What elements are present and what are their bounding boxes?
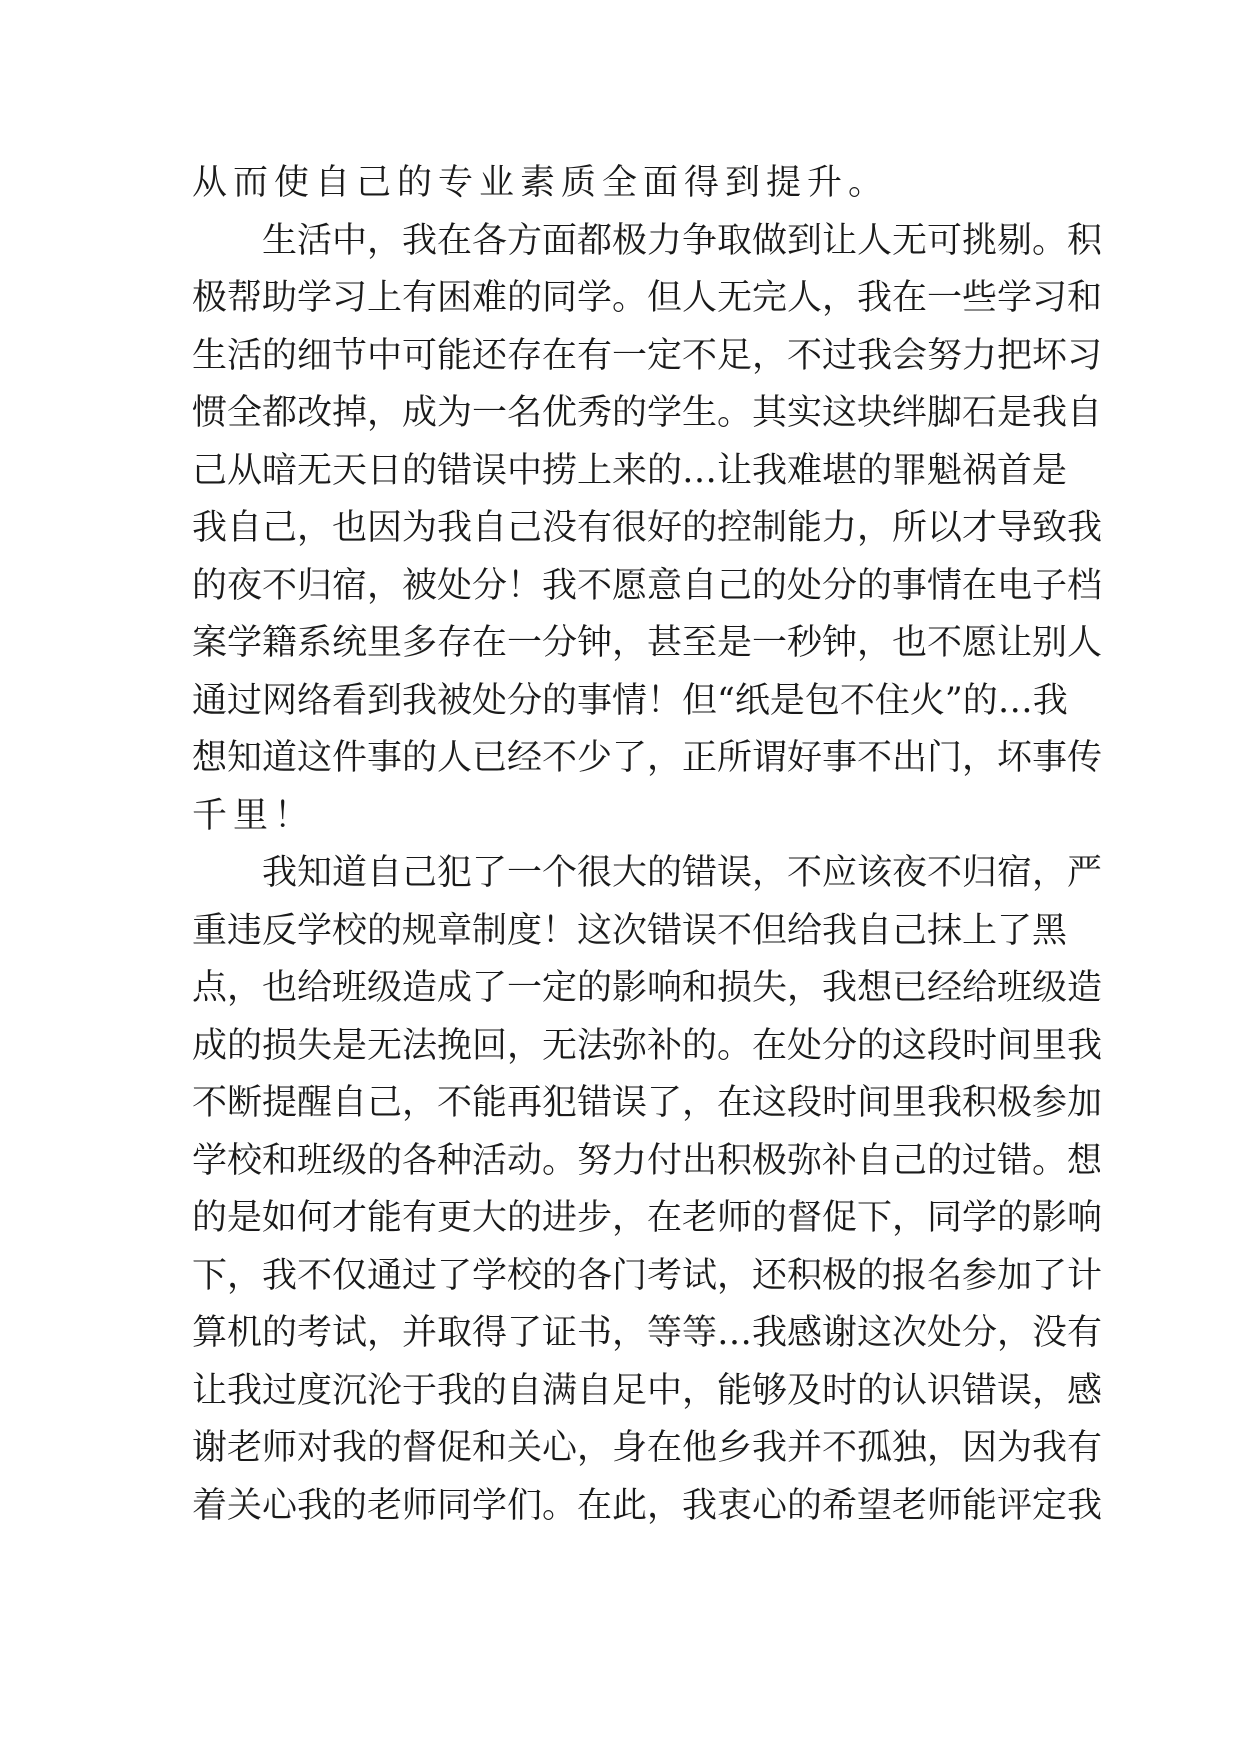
body-text [192,155,1103,1535]
text-line: 想知道这件事的人已经不少了，正所谓好事不出门，坏事传 [192,738,1103,778]
text-line: 不断提醒自己，不能再犯错误了，在这段时间里我积极参加 [192,1083,1103,1123]
text-line: 通过网络看到我被处分的事情！但“纸是包不住火”的…我 [192,680,1068,721]
text-line: 极帮助学习上有困难的同学。但人无完人，我在一些学习和 [192,278,1103,318]
text-line: 让我过度沉沦于我的自满自足中，能够及时的认识错误，感 [192,1370,1103,1411]
text-line: 谢老师对我的督促和关心，身在他乡我并不孤独，因为我有 [192,1428,1103,1468]
text-line: 的夜不归宿，被处分！我不愿意自己的处分的事情在电子档 [192,565,1103,606]
text-line: 案学籍系统里多存在一分钟，甚至是一秒钟，也不愿让别人 [192,623,1103,663]
text-line: 算机的考试，并取得了证书，等等…我感谢这次处分，没有 [192,1313,1103,1353]
text-line: 的是如何才能有更大的进步，在老师的督促下，同学的影响 [192,1198,1103,1238]
text-line: 千里！ [192,795,316,836]
text-line: 我自己，也因为我自己没有很好的控制能力，所以才导致我 [192,508,1103,548]
text-line: 生活的细节中可能还存在有一定不足，不过我会努力把坏习 [192,335,1103,376]
text-line: 重违反学校的规章制度！这次错误不但给我自己抹上了黑 [192,910,1068,951]
text-line: 成的损失是无法挽回，无法弥补的。在处分的这段时间里我 [192,1025,1103,1066]
text-line: 己从暗无天日的错误中捞上来的…让我难堪的罪魁祸首是 [192,450,1068,491]
text-line: 我知道自己犯了一个很大的错误，不应该夜不归宿，严 [192,853,1103,893]
text-line: 惯全都改掉，成为一名优秀的学生。其实这块绊脚石是我自 [192,393,1103,433]
text-line: 着关心我的老师同学们。在此，我衷心的希望老师能评定我 [192,1485,1103,1526]
text-line: 点，也给班级造成了一定的影响和损失，我想已经给班级造 [192,968,1103,1008]
text-line: 下，我不仅通过了学校的各门考试，还积极的报名参加了计 [192,1255,1103,1296]
text-line: 学校和班级的各种活动。努力付出积极弥补自己的过错。想 [192,1140,1103,1181]
text-line: 从而使自己的专业素质全面得到提升。 [192,163,890,203]
text-line: 生活中，我在各方面都极力争取做到让人无可挑剔。积 [192,220,1103,261]
